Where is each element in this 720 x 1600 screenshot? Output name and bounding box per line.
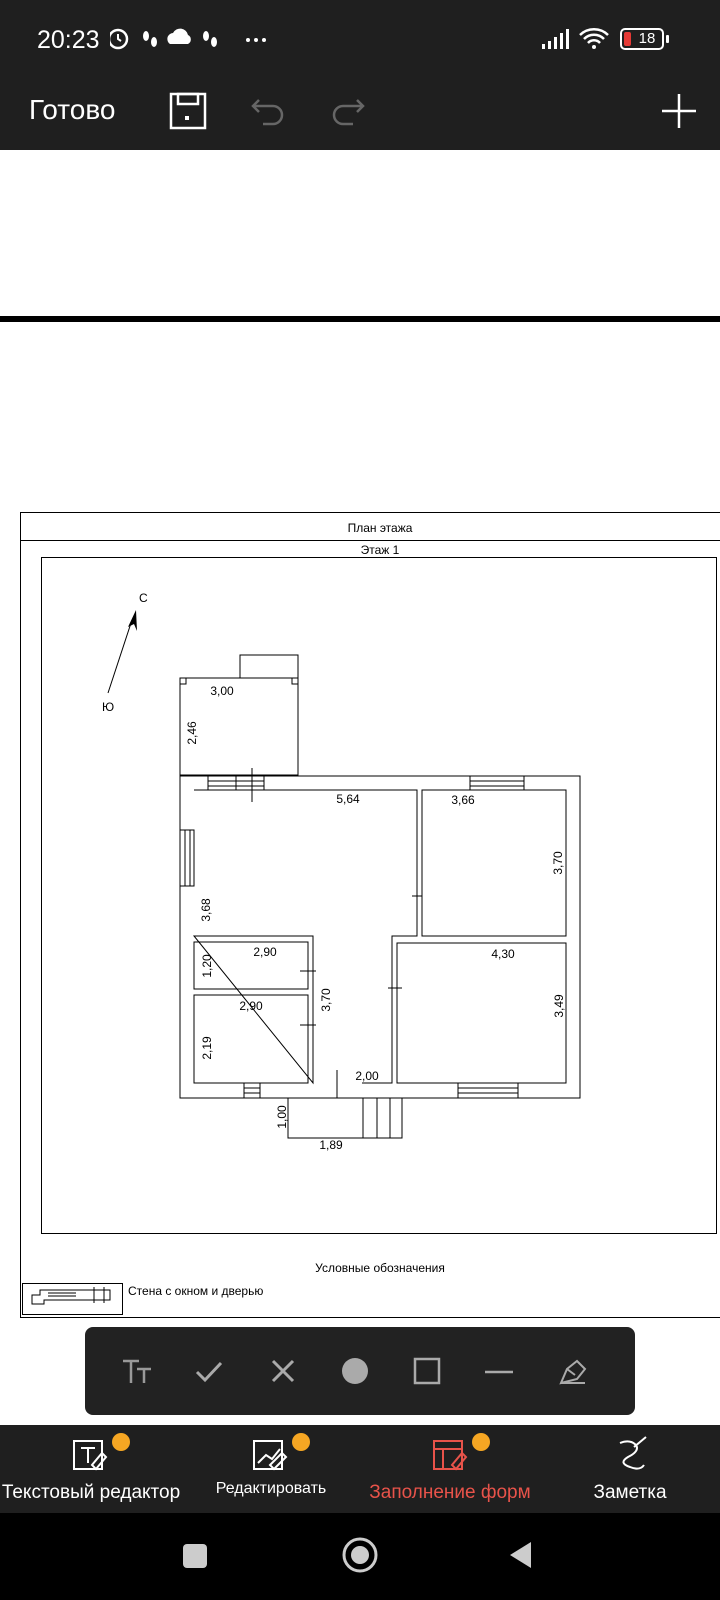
battery-level: 18 — [638, 30, 656, 47]
home-button[interactable] — [340, 1535, 380, 1575]
house-walls — [180, 768, 580, 1138]
dim-bedroom1-height: 3,70 — [551, 851, 565, 875]
tab-label: Заметка — [593, 1482, 667, 1503]
dim-small2-width: 2,90 — [239, 999, 263, 1013]
dim-living-height: 3,68 — [199, 898, 213, 922]
tab-label: Редактировать — [215, 1480, 327, 1497]
plan-title: План этажа — [347, 521, 413, 535]
more-dots-icon — [246, 38, 266, 42]
porch — [180, 655, 298, 775]
notification-icons — [110, 24, 280, 54]
save-icon[interactable] — [165, 88, 211, 134]
bottom-tabs — [0, 1425, 720, 1513]
dim-small1-height: 1,20 — [200, 954, 214, 978]
dim-living-width: 5,64 — [336, 792, 360, 806]
note-icon — [610, 1435, 650, 1475]
done-button[interactable]: Готово — [29, 94, 116, 125]
cloud-icon — [167, 29, 191, 44]
document-view[interactable] — [0, 150, 720, 1320]
legend-symbol — [23, 1284, 123, 1315]
compass — [102, 591, 148, 714]
top-toolbar — [0, 80, 720, 150]
compass-north: С — [139, 591, 148, 605]
recents-button[interactable] — [180, 1541, 210, 1571]
system-icons — [540, 24, 680, 54]
text-size-icon[interactable] — [111, 1345, 163, 1397]
rectangle-icon[interactable] — [401, 1345, 453, 1397]
legend-item-label: Стена с окном и дверью — [128, 1284, 264, 1298]
wifi-icon — [580, 29, 608, 49]
dim-bedroom2-width: 4,30 — [491, 947, 515, 961]
dim-hall-height: 3,70 — [319, 988, 333, 1012]
dim-small2-height: 2,19 — [200, 1036, 214, 1060]
form-filling-icon — [430, 1435, 470, 1475]
premium-crown-icon — [112, 1433, 130, 1451]
undo-icon[interactable] — [245, 88, 291, 134]
floor-plan — [0, 355, 720, 1325]
premium-crown-icon — [292, 1433, 310, 1451]
battery-icon — [620, 28, 664, 50]
text-editor-icon — [70, 1435, 110, 1475]
clock: 20:23 — [37, 26, 100, 54]
footsteps-icon — [203, 31, 217, 47]
edit-icon — [250, 1435, 290, 1475]
dim-entry-width: 1,89 — [319, 1138, 343, 1152]
dim-entry-height: 1,00 — [275, 1105, 289, 1129]
redo-icon[interactable] — [325, 88, 371, 134]
system-nav-bar — [0, 1513, 720, 1600]
dim-porch-height: 2,46 — [185, 721, 199, 745]
pen-icon[interactable] — [547, 1345, 599, 1397]
legend-title: Условные обозначения — [315, 1261, 445, 1275]
back-button[interactable] — [505, 1539, 537, 1571]
tab-label: Заполнение форм — [369, 1482, 531, 1503]
dim-bedroom1-width: 3,66 — [451, 793, 475, 807]
status-bar — [0, 0, 720, 80]
alarm-icon — [110, 30, 127, 48]
line-icon[interactable] — [473, 1345, 525, 1397]
tab-edit[interactable] — [182, 1425, 360, 1513]
compass-south: Ю — [102, 700, 115, 714]
signal-icon — [542, 29, 569, 49]
tab-form-filling[interactable] — [360, 1425, 540, 1513]
check-icon[interactable] — [183, 1345, 235, 1397]
tab-label: Текстовый редактор — [1, 1482, 181, 1503]
tab-note[interactable] — [540, 1425, 720, 1513]
dot-icon[interactable] — [329, 1345, 381, 1397]
dim-hall-width: 2,00 — [355, 1069, 379, 1083]
add-icon[interactable] — [656, 88, 702, 134]
premium-crown-icon — [472, 1433, 490, 1451]
floor-label: Этаж 1 — [360, 543, 400, 557]
footsteps-icon — [143, 31, 157, 47]
annotation-toolbar — [85, 1327, 635, 1415]
tab-text-editor[interactable] — [0, 1425, 182, 1513]
dim-small1-width: 2,90 — [253, 945, 277, 959]
cross-icon[interactable] — [257, 1345, 309, 1397]
dim-porch-width: 3,00 — [210, 684, 234, 698]
dim-bedroom2-height: 3,49 — [552, 994, 566, 1018]
page-separator — [0, 316, 720, 322]
